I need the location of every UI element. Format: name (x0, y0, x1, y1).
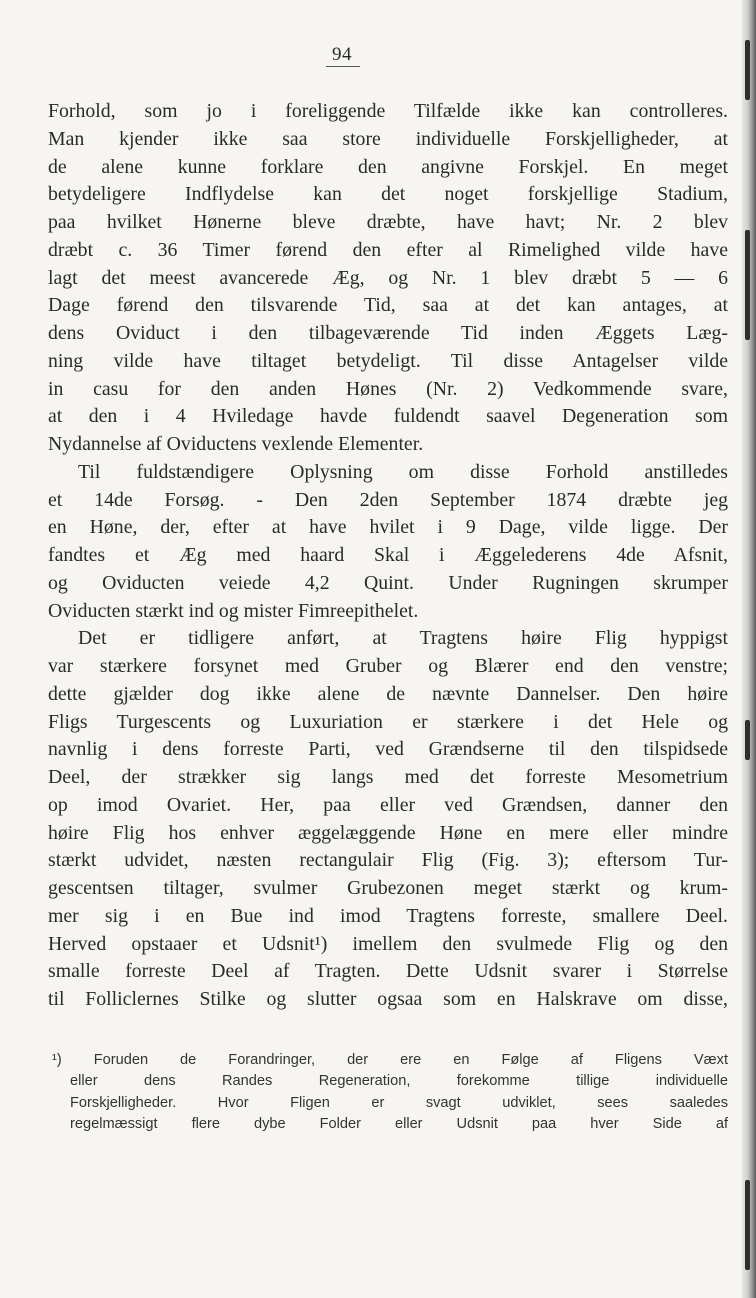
text-line: Man kjender ikke saa store individuelle Forskjelligheder, at (48, 127, 728, 150)
edge-mark (745, 1180, 750, 1270)
edge-mark (745, 40, 750, 100)
text-line: stærkt udvidet, næsten rectangulair Flig (Fig. 3); eftersom Tur- (48, 849, 728, 872)
footnote-line: regelmæssigt flere dybe Folder eller Udsnit paa hver Side af (70, 1115, 728, 1132)
text-line: et 14de Forsøg. - Den 2den September 1874 dræbte jeg (48, 488, 728, 511)
text-line: dette gjælder dog ikke alene de nævnte Dannelser. Den høire (48, 682, 728, 705)
text-line: dræbt c. 36 Timer førend den efter al Rimelighed vilde have (48, 238, 728, 261)
paragraph (48, 459, 728, 626)
text-line: mer sig i en Bue ind imod Tragtens forreste, smallere Deel. (48, 904, 728, 927)
footnote-line: eller dens Randes Regeneration, forekomme tillige individuelle (70, 1073, 728, 1090)
page-binding-edge (742, 0, 756, 1298)
text-line: Dage førend den tilsvarende Tid, saa at det kan antages, at (48, 294, 728, 317)
text-line: de alene kunne forklare den angivne Forskjel. En meget (48, 155, 728, 178)
text-line: Herved opstaaer et Udsnit¹) imellem den svulmede Flig og den (48, 932, 728, 955)
text-line: Forhold, som jo i foreliggende Tilfælde ikke kan controlleres. (48, 100, 728, 122)
text-line: Fligs Turgescents og Luxuriation er stærkere i det Hele og (48, 710, 728, 733)
text-line: Deel, der strækker sig langs med det forreste Mesometrium (48, 766, 728, 788)
footnote-line: ¹) Foruden de Forandringer, der ere en Følge af Fligens Væxt (52, 1052, 728, 1068)
text-line: lagt det meest avancerede Æg, og Nr. 1 blev dræbt 5 — 6 (48, 266, 728, 289)
paragraph (48, 98, 728, 459)
text-line: ning vilde have tiltaget betydeligt. Til disse Antagelser vilde (48, 349, 728, 372)
footnote-line: Forskjelligheder. Hvor Fligen er svagt udviklet, sees saaledes (70, 1094, 728, 1111)
text-line: in casu for den anden Hønes (Nr. 2) Vedkommende svare, (48, 377, 728, 400)
edge-mark (745, 720, 750, 760)
text-line: betydeligere Indflydelse kan det noget forskjellige Stadium, (48, 183, 728, 206)
text-line: paa hvilket Hønerne bleve dræbte, have havt; Nr. 2 blev (48, 211, 728, 233)
text-line: fandtes et Æg med haard Skal i Æggelederens 4de Afsnit, (48, 544, 728, 566)
text-line: navnlig i dens forreste Parti, ved Grændserne til den tilspidsede (48, 738, 728, 761)
text-line: at den i 4 Hviledage havde fuldendt saavel Degeneration som (48, 405, 728, 428)
page-number: 94 (332, 44, 352, 65)
text-line: Nydannelse af Oviductens vexlende Elementer. (48, 433, 424, 455)
body-text (48, 98, 728, 1014)
text-line: var stærkere forsynet med Gruber og Blærer end den venstre; (48, 655, 728, 677)
text-line: høire Flig hos enhver æggelæggende Høne en mere eller mindre (48, 821, 728, 844)
text-line: op imod Ovariet. Her, paa eller ved Grændsen, danner den (48, 793, 728, 816)
text-line: gescentsen tiltager, svulmer Grubezonen meget stærkt og krum- (48, 877, 728, 899)
paragraph (48, 625, 728, 1014)
text-line: smalle forreste Deel af Tragten. Dette Udsnit svarer i Størrelse (48, 960, 728, 983)
text-line: til Folliclernes Stilke og slutter ogsaa som en Halskrave om disse, (48, 988, 728, 1010)
text-line: Oviducten stærkt ind og mister Fimreepithelet. (48, 599, 419, 622)
text-line: Det er tidligere anført, at Tragtens høire Flig hyppigst (78, 627, 728, 650)
text-line: og Oviducten veiede 4,2 Quint. Under Rugningen skrumper (48, 571, 728, 594)
page-number-underline (326, 66, 360, 67)
footnote (48, 1050, 728, 1135)
text-line: en Høne, der, efter at have hvilet i 9 Dage, vilde ligge. Der (48, 516, 728, 539)
text-line: Til fuldstændigere Oplysning om disse Forhold anstilledes (78, 460, 728, 483)
text-line: dens Oviduct i den tilbageværende Tid inden Æggets Læg- (48, 322, 728, 344)
edge-mark (745, 230, 750, 340)
